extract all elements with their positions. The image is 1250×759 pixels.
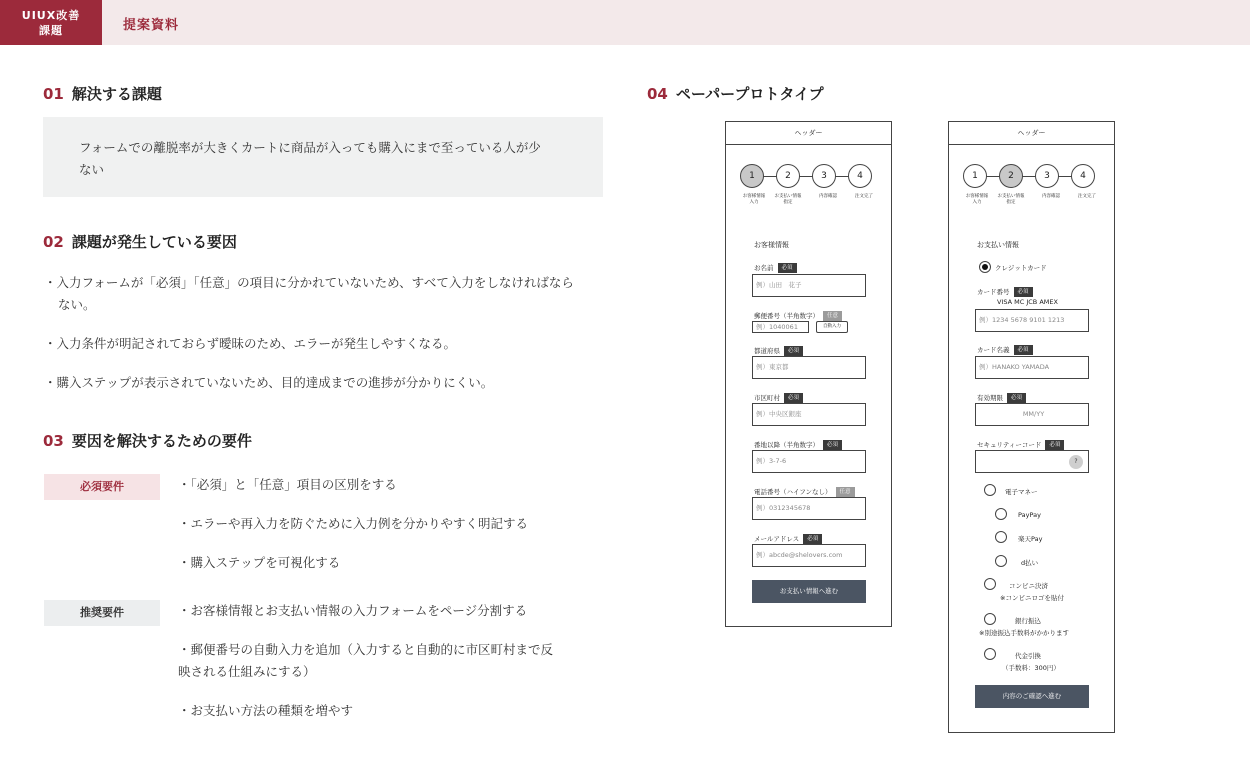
badge-line-2: 課題: [39, 24, 63, 37]
recommended-requirements-tag: 推奨要件: [44, 600, 160, 626]
e-money-label: 電子マネー: [1005, 488, 1038, 496]
card-brands: VISA MC JCB AMEX: [997, 298, 1058, 306]
paypay-radio[interactable]: [995, 508, 1007, 520]
d-pay-label: d払い: [1021, 559, 1039, 567]
section-title: ペーパープロトタイプ: [675, 85, 824, 103]
field-label: [977, 287, 1033, 297]
step-connector: [752, 176, 860, 177]
requirement-item: ・エラーや再入力を防ぐために入力例を分かりやすく明記する: [178, 516, 529, 531]
step-circle: 4: [1071, 164, 1095, 188]
step-circle: 3: [812, 164, 836, 188]
field-label-text: カード名義: [977, 346, 1010, 354]
e-money-radio[interactable]: [984, 484, 996, 496]
prefecture-input[interactable]: 例）東京都: [752, 356, 866, 379]
step-indicator: [963, 164, 1103, 188]
field-label-text: お名前: [754, 264, 774, 272]
cause-item: ・入力条件が明記されておらず曖昧のため、エラーが発生しやすくなる。: [44, 336, 457, 351]
field-label-text: 電話番号（ハイフンなし）: [754, 488, 832, 496]
rakuten-pay-radio[interactable]: [995, 531, 1007, 543]
field-label-text: 番地以降（半角数字）: [754, 441, 819, 449]
step-circle: 4: [848, 164, 872, 188]
card-number-input[interactable]: 例）1234 5678 9101 1213: [975, 309, 1089, 332]
field-label: [754, 393, 803, 403]
field-label-text: カード番号: [977, 288, 1010, 296]
step-connector: [975, 176, 1083, 177]
convenience-store-note: ※コンビニロゴを貼付: [1000, 594, 1064, 602]
requirement-item: [178, 639, 578, 683]
required-tag: 必須: [784, 346, 803, 356]
field-label-text: 有効期限: [977, 394, 1003, 402]
step-label-line: お客様情報: [742, 194, 766, 199]
rakuten-pay-label: 楽天Pay: [1018, 535, 1043, 543]
section-03-heading: [43, 430, 252, 451]
top-bar: [0, 0, 1250, 45]
step-label-line: お支払い情報: [774, 194, 802, 199]
auto-fill-button[interactable]: 自動入力: [816, 321, 848, 333]
cause-text-line-1: ・入力フォームが「必須」「任意」の項目に分かれていないため、すべて入力をしなければなら: [44, 275, 574, 290]
form-section-title: お客様情報: [754, 241, 789, 249]
field-label: [754, 487, 855, 497]
required-requirements-tag: 必須要件: [44, 474, 160, 500]
phone-input[interactable]: 例）0312345678: [752, 497, 866, 520]
convenience-store-label: コンビニ決済: [1009, 582, 1048, 590]
step-label-line: 指定: [1006, 200, 1016, 205]
step-label-line: 内容確認: [819, 194, 837, 199]
field-label-text: メールアドレス: [754, 535, 800, 543]
step-label: [808, 194, 848, 200]
requirement-item: ・お客様情報とお支払い情報の入力フォームをページ分割する: [178, 603, 528, 618]
cash-on-delivery-radio[interactable]: [984, 648, 996, 660]
address-input[interactable]: 例）3-7-6: [752, 450, 866, 473]
section-04-heading: [647, 83, 824, 104]
cause-item: [44, 272, 609, 316]
step-label: [1067, 194, 1107, 200]
section-title: 解決する課題: [71, 85, 162, 103]
section-title: 課題が発生している要因: [71, 233, 237, 251]
required-tag: 必須: [1014, 287, 1033, 297]
field-label-text: 郵便番号（半角数字）: [754, 312, 819, 320]
requirement-text-line-2: 映される仕組みにする）: [178, 664, 316, 679]
optional-tag: 任意: [823, 311, 842, 321]
convenience-store-radio[interactable]: [984, 578, 996, 590]
credit-card-label: クレジットカード: [995, 264, 1047, 272]
section-number: 03: [43, 432, 64, 450]
credit-card-radio[interactable]: [979, 261, 991, 273]
step-circle: 2: [999, 164, 1023, 188]
paypay-label: PayPay: [1018, 511, 1041, 519]
step-label-line: 指定: [783, 200, 793, 205]
step-circle: 1: [740, 164, 764, 188]
wireframe-header: ヘッダー: [949, 122, 1114, 145]
required-tag: 必須: [803, 534, 822, 544]
required-tag: 必須: [823, 440, 842, 450]
field-label: [754, 311, 842, 321]
category-badge: [0, 0, 102, 45]
cash-on-delivery-note: （手数料：300円）: [1002, 664, 1060, 672]
expiry-input[interactable]: MM/YY: [975, 403, 1089, 426]
step-circle: 1: [963, 164, 987, 188]
step-circle: 2: [776, 164, 800, 188]
step-label-line: 入力: [749, 200, 759, 205]
name-input[interactable]: 例）山田 花子: [752, 274, 866, 297]
field-label: [977, 345, 1033, 355]
requirement-text-line-1: ・郵便番号の自動入力を追加（入力すると自動的に市区町村まで反: [178, 642, 554, 657]
field-label-text: 市区町村: [754, 394, 780, 402]
field-label: [977, 440, 1064, 450]
requirement-item: ・「必須」と「任意」項目の区別をする: [178, 477, 397, 492]
step-label: [844, 194, 884, 200]
field-label-text: 都道府県: [754, 347, 780, 355]
section-number: 01: [43, 85, 64, 103]
step-label-line: 注文完了: [855, 194, 873, 199]
to-payment-button[interactable]: お支払い情報へ進む: [752, 580, 866, 603]
required-tag: 必須: [1014, 345, 1033, 355]
help-icon[interactable]: ?: [1069, 455, 1083, 469]
requirement-item: ・購入ステップを可視化する: [178, 555, 341, 570]
issue-text-line-1: フォームでの離脱率が大きくカートに商品が入っても購入にまで至っている人が少: [79, 140, 541, 155]
step-label-line: お客様情報: [965, 194, 989, 199]
form-section-title: お支払い情報: [977, 241, 1019, 249]
wireframe-header: ヘッダー: [726, 122, 891, 145]
cause-item: ・購入ステップが表示されていないため、目的達成までの進捗が分かりにくい。: [44, 375, 494, 390]
section-number: 02: [43, 233, 64, 251]
step-labels: [953, 194, 1113, 208]
step-label-line: 内容確認: [1042, 194, 1060, 199]
field-label: [754, 263, 797, 273]
step-label-line: お支払い情報: [997, 194, 1025, 199]
bank-transfer-label: 銀行振込: [1015, 617, 1041, 625]
step-label: [768, 194, 808, 206]
postal-code-input[interactable]: 例）1040061: [752, 321, 809, 333]
badge-line-1: UIUX改善: [21, 9, 81, 22]
section-number: 04: [647, 85, 668, 103]
cause-text-line-2: ない。: [58, 297, 96, 312]
required-tag: 必須: [778, 263, 797, 273]
requirement-item: ・お支払い方法の種類を増やす: [178, 703, 354, 718]
field-label: [977, 393, 1026, 403]
step-label-line: 入力: [972, 200, 982, 205]
step-label-line: 注文完了: [1078, 194, 1096, 199]
to-confirmation-button[interactable]: 内容のご確認へ進む: [975, 685, 1089, 708]
document-title: 提案資料: [123, 18, 180, 33]
wireframe-customer-info: [725, 121, 892, 627]
section-02-heading: [43, 231, 237, 252]
issue-box: [43, 117, 603, 197]
d-pay-radio[interactable]: [995, 555, 1007, 567]
field-label-text: セキュリティーコード: [977, 441, 1042, 449]
city-input[interactable]: 例）中央区銀座: [752, 403, 866, 426]
issue-text-line-2: ない: [79, 162, 105, 177]
required-tag: 必須: [1045, 440, 1064, 450]
step-label: [991, 194, 1031, 206]
email-input[interactable]: 例）abcde@shelovers.com: [752, 544, 866, 567]
wireframe-payment-info: [948, 121, 1115, 733]
step-label: [1031, 194, 1071, 200]
step-labels: [730, 194, 890, 208]
cash-on-delivery-label: 代金引換: [1015, 652, 1041, 660]
required-tag: 必須: [1007, 393, 1026, 403]
step-indicator: [740, 164, 880, 188]
bank-transfer-note: ※別途振込手数料がかかります: [979, 629, 1069, 637]
bank-transfer-radio[interactable]: [984, 613, 996, 625]
section-title: 要因を解決するための要件: [71, 432, 252, 450]
field-label: [754, 346, 803, 356]
section-01-heading: [43, 83, 162, 104]
required-tag: 必須: [784, 393, 803, 403]
card-name-input[interactable]: 例）HANAKO YAMADA: [975, 356, 1089, 379]
optional-tag: 任意: [836, 487, 855, 497]
step-circle: 3: [1035, 164, 1059, 188]
field-label: [754, 440, 842, 450]
field-label: [754, 534, 822, 544]
